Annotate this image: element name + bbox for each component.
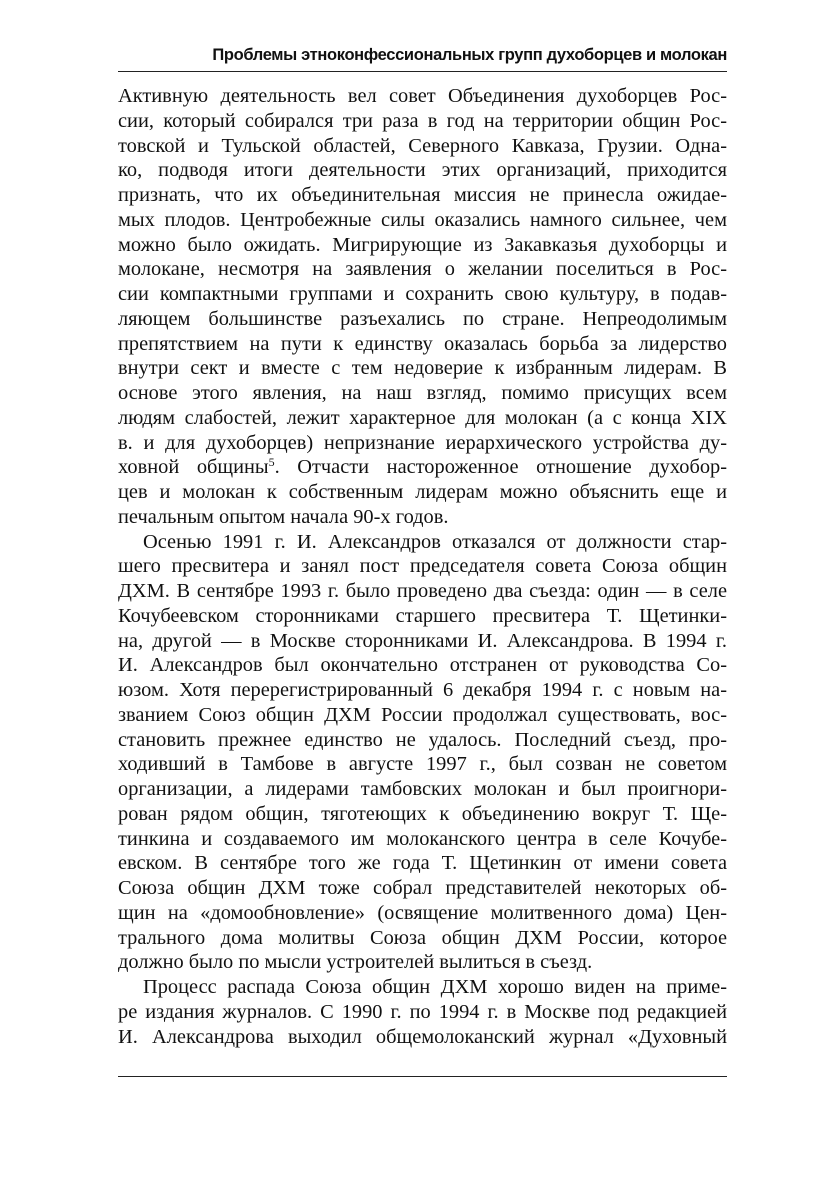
text-line: трального дома молитвы Союза общин ДХМ России, которое bbox=[118, 926, 727, 949]
text-line: Осенью 1991 г. И. Александров отказался от должности стар- bbox=[143, 530, 727, 553]
text-line: тинкина и создаваемого им молоканского центра в селе Кочубе- bbox=[118, 827, 727, 850]
text-line: сии, который собирался три раза в год на территории общин Рос- bbox=[118, 109, 727, 132]
text-line: организации, а лидерами тамбовских молокан и был проигнори- bbox=[118, 778, 727, 800]
text-line: шего пресвитера и занял пост председателя совета Союза общин bbox=[118, 555, 727, 578]
text-line: мых плодов. Центробежные силы оказались намного сильнее, чем bbox=[118, 208, 727, 231]
text-line: товской и Тульской областей, Северного Кавказа, Грузии. Одна- bbox=[118, 134, 727, 157]
text-line: на, другой — в Москве сторонниками И. Александрова. В 1994 г. bbox=[118, 629, 727, 652]
text-line: признать, что их объединительная миссия не принесла ожидае- bbox=[118, 184, 727, 206]
text-line: Процесс распада Союза общин ДХМ хорошо виден на приме- bbox=[143, 976, 727, 998]
text-line: ре издания журналов. С 1990 г. по 1994 г. в Москве под редакцией bbox=[118, 1000, 727, 1023]
text-line: ходивший в Тамбове в августе 1997 г., был созван не советом bbox=[118, 753, 727, 776]
text-line: Активную деятельность вел совет Объединения духоборцев Рос- bbox=[118, 85, 727, 107]
text-line: рован рядом общин, тяготеющих к объединению вокруг Т. Ще- bbox=[118, 802, 727, 825]
text-line: цев и молокан к собственным лидерам можно объяснить еще и bbox=[118, 481, 727, 503]
text-line: препятствием на пути к единству оказалась борьба за лидерство bbox=[118, 332, 727, 355]
body-text bbox=[118, 84, 727, 1049]
text-line: И. Александрова выходил общемолоканский журнал «Духовный bbox=[118, 1025, 727, 1048]
text-line: Союза общин ДХМ тоже собрал представителей некоторых об- bbox=[118, 877, 727, 899]
text-line: ДХМ. В сентябре 1993 г. было проведено два съезда: один — в селе bbox=[118, 580, 727, 602]
text-line: людям слабостей, лежит характерное для молокан (а с конца XIX bbox=[118, 406, 727, 429]
header-rule bbox=[118, 71, 727, 72]
text-line: внутри сект и вместе с тем недоверие к избранным лидерам. В bbox=[118, 357, 727, 380]
footnote-ref: 5 bbox=[268, 455, 275, 470]
paragraph-3 bbox=[118, 975, 727, 1049]
text-fragment: . Отчасти настороженное отношение духобор- bbox=[274, 456, 727, 479]
text-line: ко, подводя итоги деятельности этих организаций, приходится bbox=[118, 159, 727, 182]
footer-rule bbox=[118, 1076, 727, 1077]
text-line: основе этого явления, на наш взгляд, помимо присущих всем bbox=[118, 382, 727, 404]
text-line: в. и для духоборцев) непризнание иерархического устройства ду- bbox=[118, 431, 727, 454]
text-line: ляющем большинстве разъехались по стране. Непреодолимым bbox=[118, 307, 727, 330]
text-line: юзом. Хотя перерегистрированный 6 декабря 1994 г. с новым на- bbox=[118, 679, 727, 701]
text-line: щин на «домообновление» (освящение молитвенного дома) Цен- bbox=[118, 901, 727, 924]
running-head: Проблемы этноконфессиональных групп духоборцев и молокан bbox=[212, 46, 727, 64]
text-line: печальным опытом начала 90-х годов. bbox=[118, 505, 449, 528]
paragraph-2 bbox=[118, 530, 727, 976]
text-line: сии компактными группами и сохранить свою культуру, в подав- bbox=[118, 283, 727, 305]
text-line: Кочубеевском сторонниками старшего пресвитера Т. Щетинки- bbox=[118, 604, 727, 627]
text-line: молокане, несмотря на заявления о желании поселиться в Рос- bbox=[118, 258, 727, 281]
text-line-with-footnote bbox=[118, 455, 727, 480]
text-line: И. Александров был окончательно отстранен от руководства Со- bbox=[118, 654, 727, 677]
text-fragment: ховной общины bbox=[118, 456, 269, 479]
text-line: званием Союз общин ДХМ России продолжал существовать, вос- bbox=[118, 703, 727, 726]
paragraph-1 bbox=[118, 84, 727, 530]
text-line: должно было по мысли устроителей вылиться в съезд. bbox=[118, 951, 593, 974]
text-line: можно было ожидать. Мигрирующие из Закавказья духоборцы и bbox=[118, 233, 727, 256]
text-line: становить прежнее единство не удалось. Последний съезд, про- bbox=[118, 728, 727, 751]
text-line: евском. В сентябре того же года Т. Щетинкин от имени совета bbox=[118, 852, 727, 875]
